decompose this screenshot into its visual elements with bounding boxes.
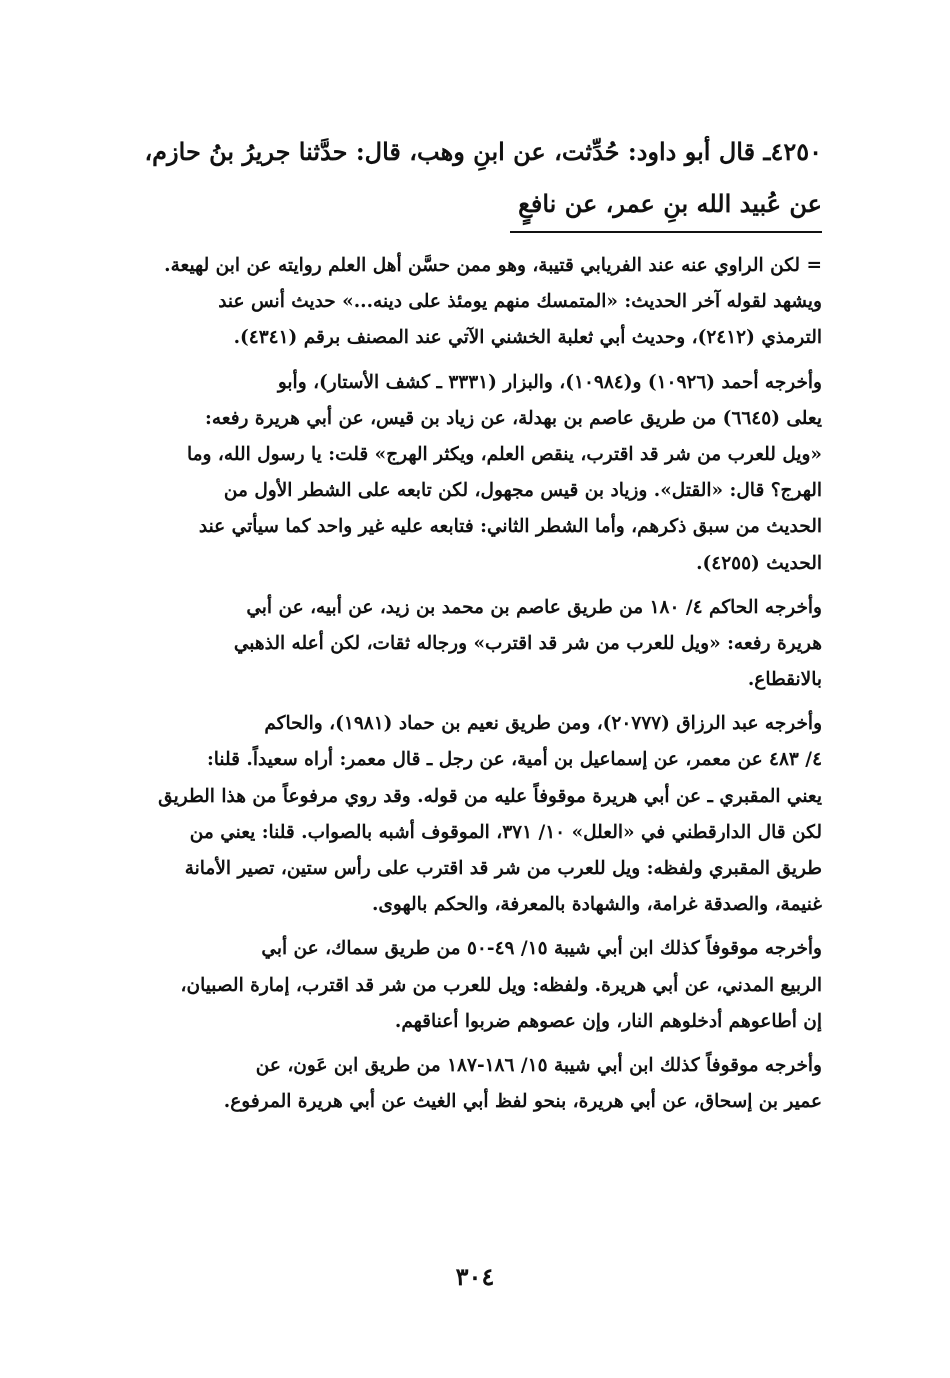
- footnote-divider: [510, 231, 822, 233]
- footnote-line: عمير بن إسحاق، عن أبي هريرة، بنحو لفظ أبي الغيث عن أبي هريرة المرفوع.: [223, 1091, 822, 1113]
- footnote-line: إن أطاعوهم أدخلوهم النار، وإن عصوهم ضربوا أعناقهم.: [394, 1010, 822, 1032]
- hadith-line: عن عُبيد الله بنِ عمر، عن نافعٍ: [518, 189, 822, 218]
- hadith-text: [122, 126, 822, 230]
- footnote-line: غنيمة، والصدقة غرامة، والشهادة بالمعرفة، والحكم بالهوى.: [371, 894, 822, 916]
- footnote-line: وأخرجه موقوفاً كذلك ابن أبي شيبة ١٥/ ٤٩-٥٠ من طريق سماك، عن أبي: [261, 938, 822, 960]
- footnote-paragraph: [110, 365, 822, 582]
- footnote-line: الحديث (٤٢٥٥).: [696, 552, 822, 574]
- footnote-paragraph: [110, 706, 822, 923]
- footnote-line: الربيع المدني، عن أبي هريرة. ولفظه: ويل للعرب من شر قد اقترب، إمارة الصبيان،: [180, 974, 822, 996]
- footnote-line: وأخرجه أحمد (١٠٩٢٦) و(١٠٩٨٤)، والبزار (٣٣٣١ ـ كشف الأستار)، وأبو: [277, 371, 822, 393]
- footnote-paragraph: [110, 1048, 822, 1120]
- footnote-line: ويشهد لقوله آخر الحديث: «المتمسك منهم يومئذ على دينه...» حديث أنس عند: [218, 291, 822, 313]
- footnote-line: = لكن الراوي عنه عند الفريابي قتيبة، وهو ممن حسَّن أهل العلم روايته عن ابن لهيعة.: [164, 255, 822, 276]
- footnote-line: يعلى (٦٦٤٥) من طريق عاصم بن بهدلة، عن زياد بن قيس، عن أبي هريرة رفعه:: [205, 407, 822, 429]
- footnote-line: ٤/ ٤٨٣ عن معمر، عن إسماعيل بن أمية، عن رجل ـ قال معمر: أراه سعيداً. قلنا:: [206, 749, 822, 771]
- footnote-line: وأخرجه الحاكم ٤/ ١٨٠ من طريق عاصم بن محمد بن زيد، عن أبيه، عن أبي: [246, 596, 822, 618]
- footnote-line: يعني المقبري ـ عن أبي هريرة موقوفاً عليه من قوله. وقد روي مرفوعاً من هذا الطريق: [158, 785, 822, 807]
- footnote-line: الترمذي (٢٤١٢)، وحديث أبي ثعلبة الخشني الآتي عند المصنف برقم (٤٣٤١).: [233, 327, 822, 349]
- hadith-line: ٤٢٥٠ـ قال أبو داود: حُدِّثت، عن ابنِ وهب، قال: حدَّثنا جريرُ بنُ حازم،: [144, 137, 822, 166]
- footnote-line: الحديث من سبق ذكرهم، وأما الشطر الثاني: فتابعه عليه غير واحد كما سيأتي عند: [198, 516, 822, 538]
- footnote-paragraph: [110, 590, 822, 699]
- footnote-line: لكن قال الدارقطني في «العلل» ١٠/ ٣٧١، الموقوف أشبه بالصواب. قلنا: يعني من: [189, 821, 822, 843]
- footnote-paragraph: [110, 248, 822, 357]
- footnote-line: هريرة رفعه: «ويل للعرب من شر قد اقترب» ورجاله ثقات، لكن أعله الذهبي: [233, 632, 822, 654]
- footnotes-section: [110, 248, 822, 1120]
- footnote-line: «ويل للعرب من شر قد اقترب، ينقص العلم، ويكثر الهرج» قلت: يا رسول الله، وما: [187, 443, 822, 465]
- footnote-line: طريق المقبري ولفظه: ويل للعرب من شر قد اقترب على رأس ستين، تصير الأمانة: [184, 858, 822, 879]
- footnote-paragraph: [110, 931, 822, 1040]
- footnote-line: وأخرجه موقوفاً كذلك ابن أبي شيبة ١٥/ ١٨٦-١٨٧ من طريق ابن عَون، عن: [255, 1054, 822, 1076]
- page-number: ٣٠٤: [455, 1262, 495, 1291]
- footnote-line: الهرج؟ قال: «القتل». وزياد بن قيس مجهول، لكن تابعه على الشطر الأول من: [223, 480, 822, 502]
- footnote-line: بالانقطاع.: [747, 669, 822, 691]
- footnote-line: وأخرجه عبد الرزاق (٢٠٧٧٧)، ومن طريق نعيم بن حماد (١٩٨١)، والحاكم: [264, 713, 822, 735]
